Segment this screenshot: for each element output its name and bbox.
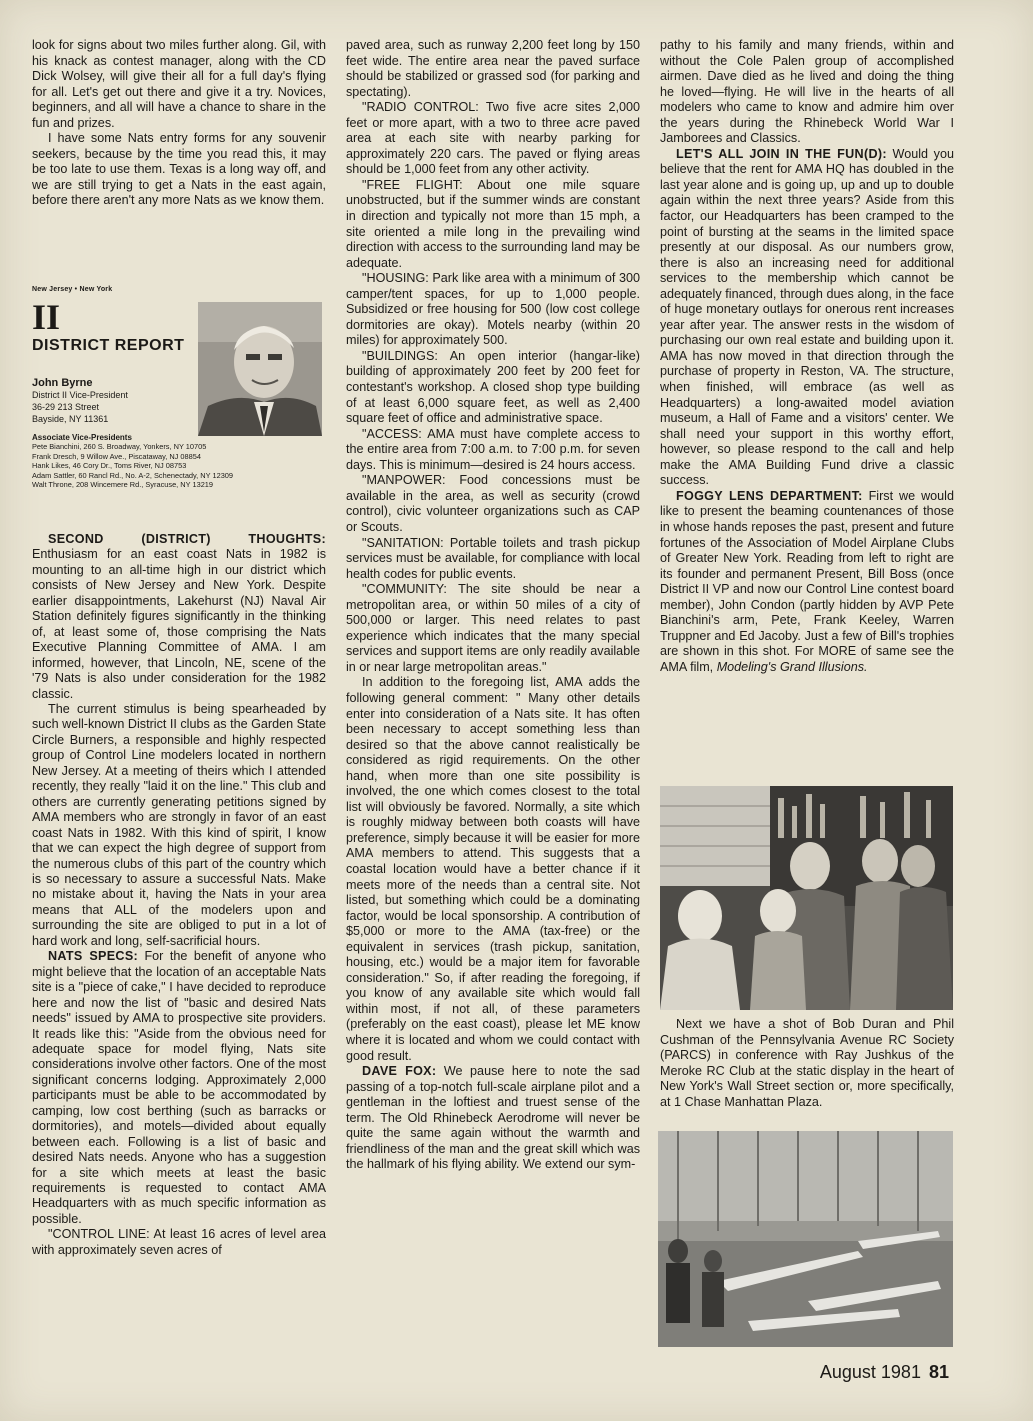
paragraph: look for signs about two miles further along. Gil, with his knack as contest manager, along with the CD Dick Wolsey, will give their all for a full day's flying for all. Let's get out there and give it a try. Novices, beginners, and all will have a chance to share in the fun and prizes. [32, 38, 326, 130]
paragraph: pathy to his family and many friends, within and without the Cole Palen group of accomplished airmen. Dave died as he lived and doing the thing he loved—flying. He will live in the hearts of all modelers who came to know and admire him over the years during the Rhinebeck World War I Jamborees and Classics. [660, 38, 954, 146]
paragraph: I have some Nats entry forms for any souvenir seekers, because by the time you read this, it may be too late to use them. Texas is a long way off, and we are still trying to get a Nats in the east again, before there aren't any more Nats as we know them. [32, 131, 326, 208]
region-label: New Jersey • New York [32, 286, 113, 293]
display-photo [658, 1131, 953, 1347]
paragraph: "RADIO CONTROL: Two five acre sites 2,000 feet or more apart, with a two to three acre paved area at each site with nearby parking for approximately 220 cars. The paved or flying areas should be 1,000 feet from any other activity. [346, 100, 640, 177]
column-2 [346, 38, 640, 1173]
portrait-photo [198, 302, 322, 436]
vp-street: 36-29 213 Street [32, 402, 100, 412]
paragraph: "SANITATION: Portable toilets and trash pickup services must be available, for compliance with local health codes for public events. [346, 535, 640, 581]
paragraph: In addition to the foregoing list, AMA adds the following general comment: " Many other details enter into consideration of a Nats site. It has often been necessary to accept something less than desired so that the above cannot realistically be considered as rigid requirements. On the other hand, when more than one site possibility is involved, the one which comes closest to the total list will obviously be favored. Normally, a site which is roughly midway between both coasts will have preference, simply because it will be easier for more AMA members to attend. This suggests that a coastal location would have a better chance if it meets more of the needs than a central site. Not listed, but something which could be a dominating factor, would be local sponsorship. A contribution of $5,000 or more to the AMA (tax-free) or the equivalent in services (trash pickup, sanitation, housing, etc.) would be a major item for favorable consideration." So, if after reading the foregoing, if you know of any available site which would fall within most, if not all, of these parameters (preferably on the east coast), please let ME know where it is located and whom we could contact with good result. [346, 675, 640, 1063]
paragraph: "HOUSING: Park like area with a minimum of 300 camper/tent spaces, for up to 1,000 people. Subsidized or free housing for 500 (low cost college dormitories are okay). Motels nearby (within 20 miles) for approximately 500. [346, 271, 640, 348]
assoc-line: Pete Bianchini, 260 S. Broadway, Yonkers, NY 10705 [32, 442, 207, 451]
paragraph [660, 489, 954, 676]
paragraph [346, 1064, 640, 1173]
display-photo-image [658, 1131, 953, 1347]
issue-date: August 1981 [819, 1362, 921, 1382]
paragraph-lead: DAVE FOX: [362, 1064, 437, 1079]
assoc-line: Frank Dresch, 9 Willow Ave., Piscataway, NJ 08854 [32, 451, 201, 461]
column-1-bottom [32, 532, 326, 1258]
assoc-heading: Associate Vice-Presidents [32, 433, 132, 442]
paragraph-text: For the benefit of anyone who might believe that the location of an acceptable Nats site is a "piece of cake," I have decided to reproduce here and now the list of "basic and desired Nats needs" issued by AMA to prospective site providers. It reads like this: "Aside from the obvious need for adequate space for model flying, Nats site considerations involve other factors. One of the most significant concerns lodging. Approximately 2,000 participants must be able to be accommodated by camping, low cost berthing (such as barracks or dormitories), and motels—divided about equally between each. Following is a list of basic and desired Nats needs. Anyone who has a suggestion for a site which meets at least the basic requirements is requested to contact AMA Headquarters with as much specific information as possible. [32, 949, 327, 1226]
page-footer [820, 1362, 949, 1383]
group-photo [660, 786, 953, 1010]
assoc-line: Adam Sattler, 60 Rancl Rd., No. A-2, Schenectady, NY 12309 [32, 470, 234, 480]
paragraph-text: We pause here to note the sad passing of a top-notch full-scale airplane pilot and a gentleman in the loftiest and truest sense of the term. The Old Rhinebeck Aerodrome will never be quite the same again without the warmth and friendliness of the man and the great skill which was the hallmark of his flying ability. We extend our sym- [346, 1064, 640, 1172]
paragraph-text: Would you believe that the rent for AMA HQ has doubled in the last year alone and is going up, up and up to double again within the next three years? Aside from this factor, our Headquarters has been cramped to the point of bursting at the seams in the limited space presently at our disposal. As our numbers grow, there is also an increasing need for additional services to the membership which cannot be adequately financed, through dues along, in the face of huge monetary outlays for onerous rent increases year after year. The answer rests in the wisdom of purchasing our own real estate and building upon it. AMA has now moved in that direction through the purchase of property in Reston, VA. The structure, when finished, will embrace (as well as Headquarters) a long-awaited model aviation museum, a Hall of Fame and a visitors' center. We shall need your support in this worthy effort, however, so please respond to the call and help make the AMA Building Fund drive a classic success. [660, 146, 954, 488]
district-numeral: II [32, 297, 61, 337]
paragraph-lead: FOGGY LENS DEPARTMENT: [676, 488, 863, 503]
paragraph [32, 702, 326, 949]
paragraph-text: First we would like to present the beaming countenances of those in whose hands reposes the past, present and future fortunes of the Association of Model Airplane Clubs of Greater New York. Reading from left to right are its founder and permanent Present, Bill Boss (once District II VP and now our Control Line contest board member), John Condon (partly hidden by AVP Pete Bianchini's arm, Pete, Frank Keeley, Warren Truppner and Ed Jacoby. Just a few of Bill's trophies are shown in this shot. For MORE of same see the AMA film, [660, 488, 954, 674]
vp-name: John Byrne [32, 377, 93, 389]
page-number: 81 [928, 1362, 949, 1382]
column-3 [660, 38, 954, 675]
paragraph [32, 532, 326, 702]
vp-title: District II Vice-President [32, 390, 128, 400]
paragraph [660, 147, 954, 489]
paragraph: paved area, such as runway 2,200 feet long by 150 feet wide. The entire area near the paved surface should be stabilized or grassed sod (for parking and spectating). [346, 38, 640, 99]
paragraph: "ACCESS: AMA must have complete access to the entire area from 7:00 a.m. to 7:00 p.m. for seven days. This is minimum—desired is 24 hours access. [346, 426, 640, 472]
portrait-image [198, 302, 322, 436]
paragraph [32, 949, 326, 1227]
paragraph: "COMMUNITY: The site should be near a metropolitan area, or within 50 miles of a city of 500,000 or larger. This need relates to past experience which indicates that the many special services and support items are only readily available in or near large metropolitan areas." [346, 582, 640, 674]
assoc-line: Walt Throne, 208 Wincemere Rd., Syracuse, NY 13219 [32, 480, 214, 490]
paragraph: "BUILDINGS: An open interior (hangar-like) building of approximately 200 feet by 200 feet for contestant's workshop. A closed shop type building of at least 6,000 square feet, as well as 2,400 square feet of office and administrative space. [346, 348, 640, 426]
paragraph: "FREE FLIGHT: About one mile square unobstructed, but if the summer winds are constant in direction and typically not more than 15 mph, a site oriented a mile long in the prevailing wind direction with access to the surrounding land may be adequate. [346, 177, 640, 270]
vp-city: Bayside, NY 11361 [32, 414, 109, 424]
group-photo-image [660, 786, 953, 1010]
paragraph: "MANPOWER: Food concessions must be available in the area, as well as security (crowd control), civic volunteer organizations such as CAP or Scouts. [346, 473, 640, 534]
paragraph [32, 1227, 326, 1258]
paragraph-text: The current stimulus is being spearheaded by such well-known District II clubs as the Garden State Circle Burners, a responsible and highly respected group of Control Line modelers located in northern New Jersey. At a meeting of theirs which I attended recently, they really "laid it on the line." This club and others are currently generating petitions signed by AMA members who are strongly in favor of an east coast Nats in 1982. With this kind of spirit, I know that we can expect the high degree of support from the numerous clubs of this part of the country which is so necessary to assure a successful Nats. Make no mistake about it, having the Nats in your area means that ALL of the modelers upon and surrounding the site are obliged to put in a lot of hard work and long, self-sacrificial hours. [32, 701, 326, 948]
film-title: Modeling's Grand Illusions. [716, 659, 868, 674]
paragraph-text: Enthusiasm for an east coast Nats in 1982 is mounting to an all-time high in our district which consists of New Jersey and New York. Despite earlier disappointments, Lakehurst (NJ) Naval Air Station definitely figures significantly in the thinking of, at least some of, those comprising the Nats Executive Planning Committee of AMA. I am informed, however, that Lincoln, NE, scene of the '79 Nats is also under consideration for the 1982 classic. [32, 547, 326, 701]
paragraph-lead: LET'S ALL JOIN IN THE FUN(D): [676, 146, 887, 161]
assoc-line: Hank Likes, 46 Cory Dr., Toms River, NJ 08753 [32, 461, 187, 471]
paragraph-text: "CONTROL LINE: At least 16 acres of level area with approximately seven acres of [32, 1227, 326, 1257]
paragraph-lead: NATS SPECS: [48, 949, 139, 964]
column-1-top [32, 38, 326, 209]
district-report-title: DISTRICT REPORT [32, 337, 185, 354]
photo-caption: Next we have a shot of Bob Duran and Phil Cushman of the Pennsylvania Avenue RC Society (PARCS) in conference with Ray Jushkus of the Meroke RC Club at the static display in the heart of New York's Wall Street section or, more specifically, at 1 Chase Manhattan Plaza. [660, 1017, 954, 1109]
paragraph-lead: SECOND (DISTRICT) THOUGHTS: [48, 532, 326, 546]
